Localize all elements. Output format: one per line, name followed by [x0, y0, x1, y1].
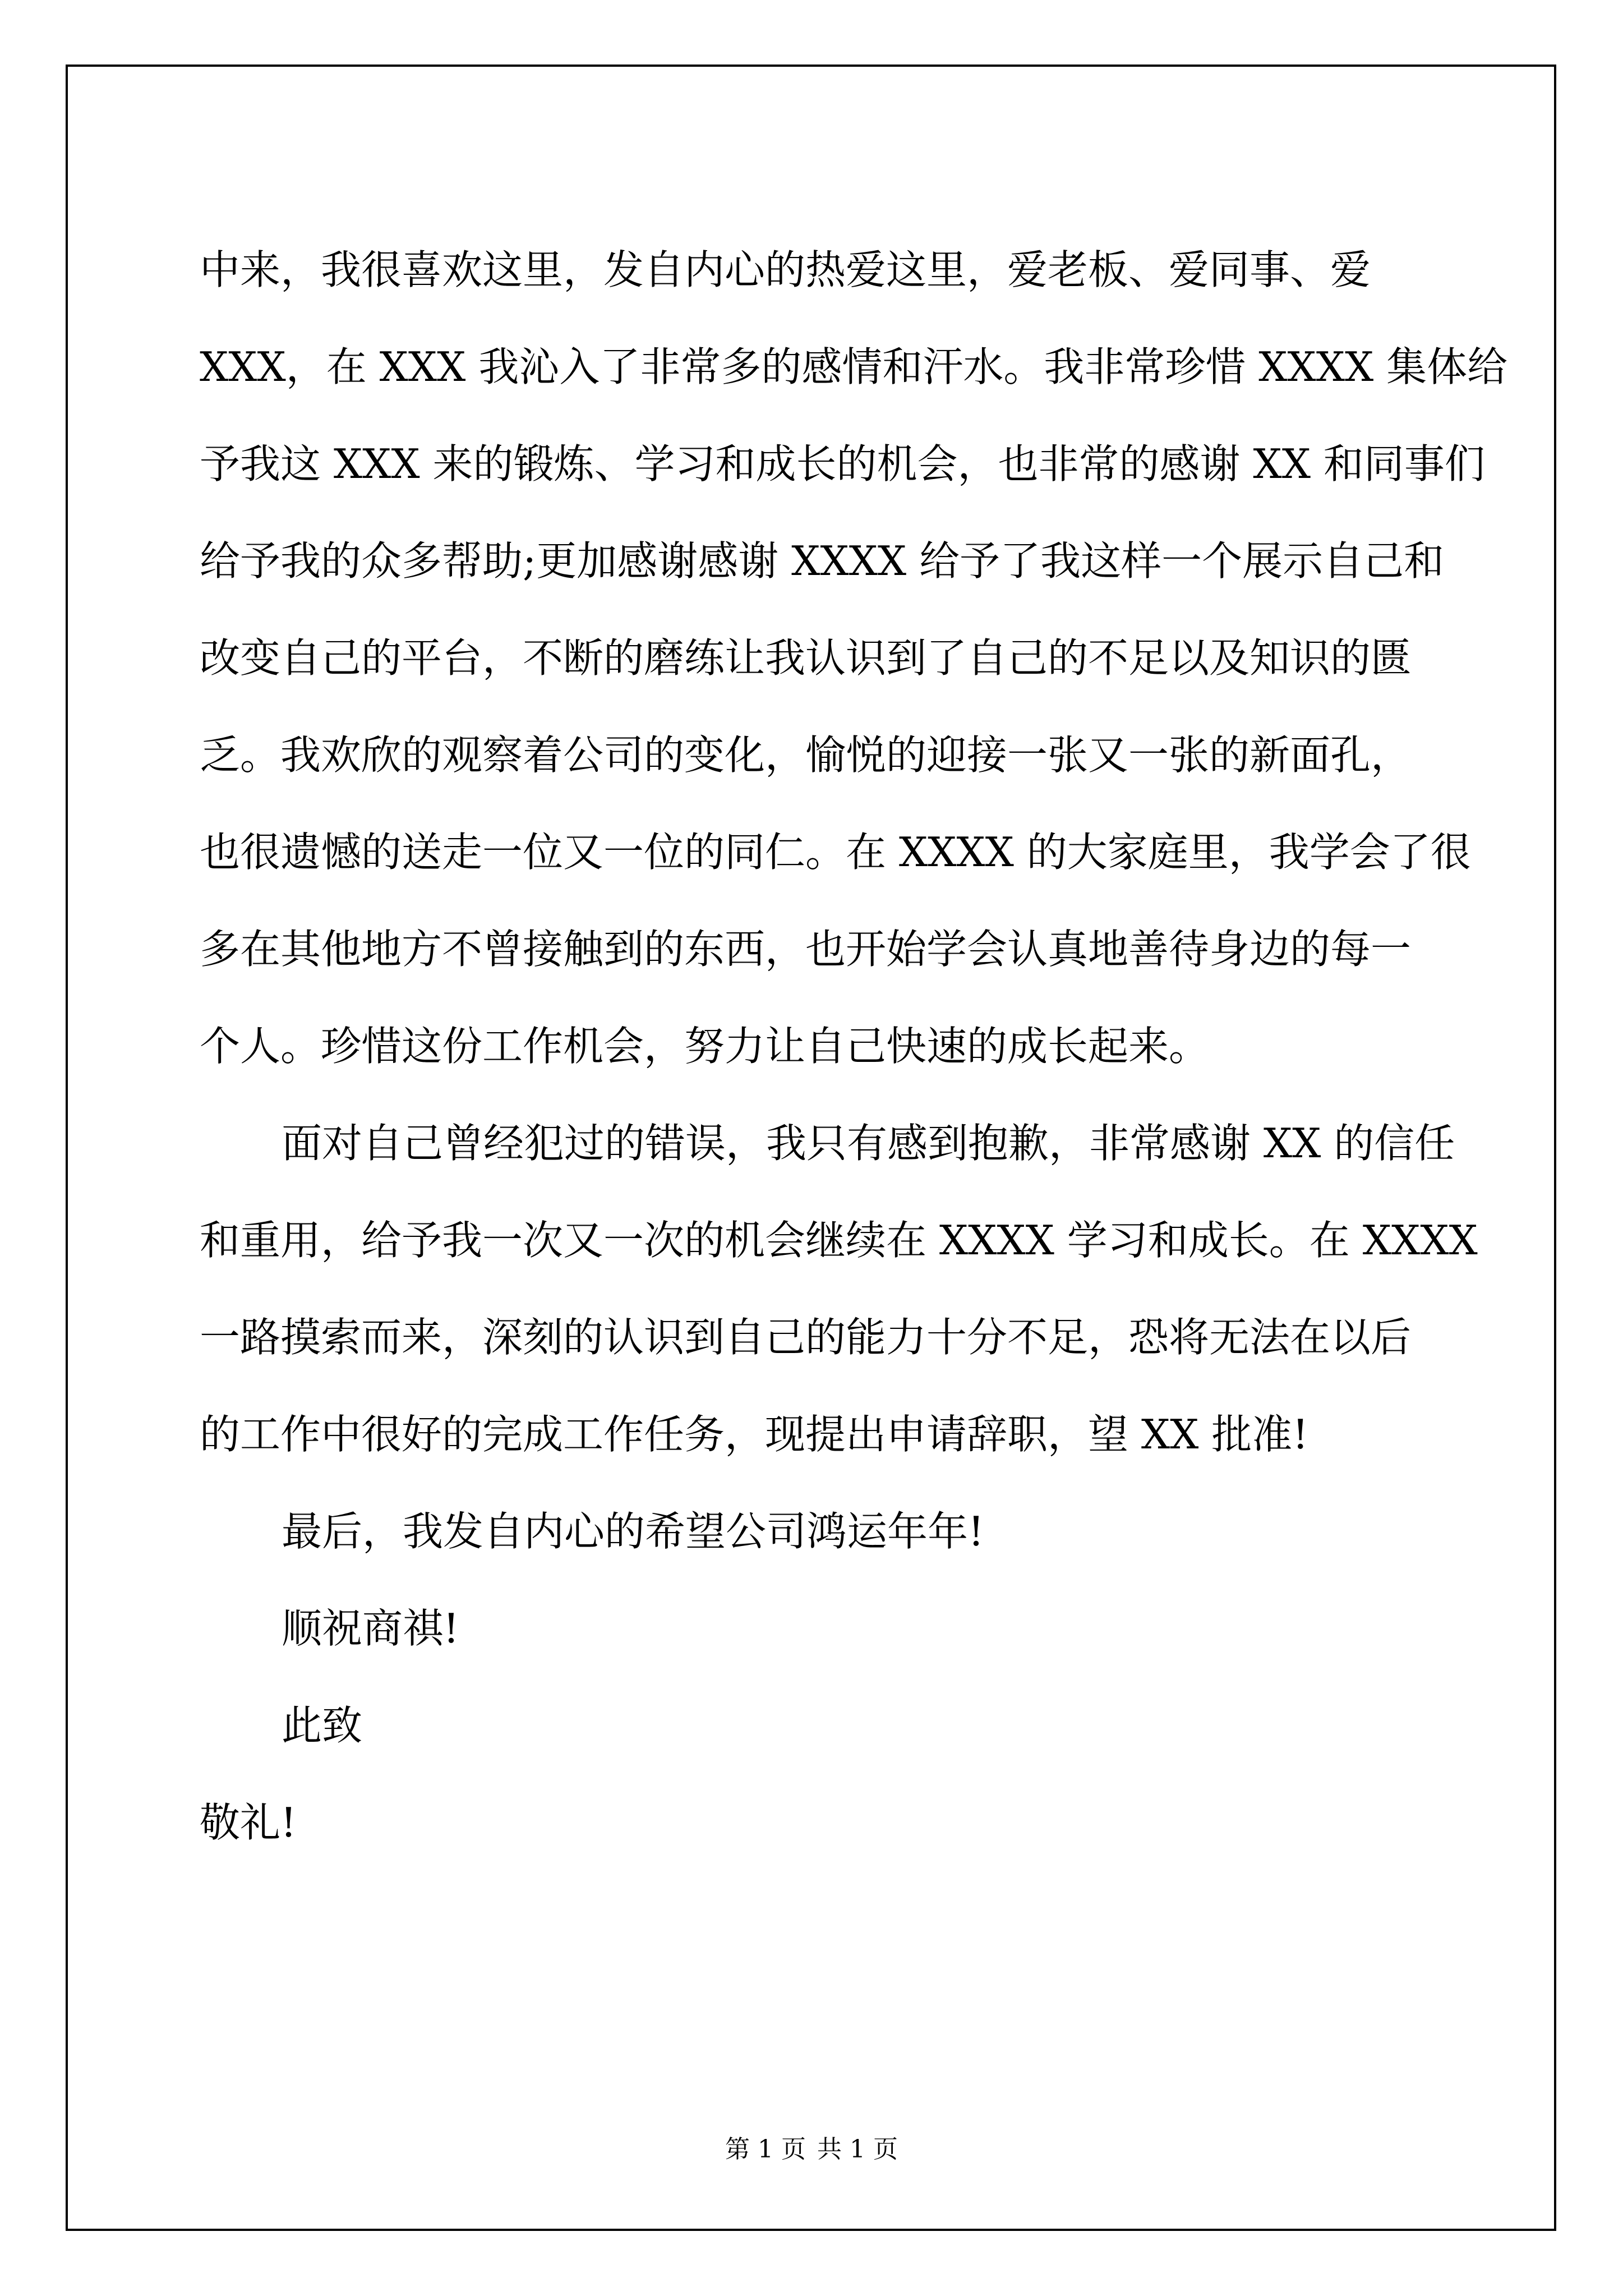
body-line-13: 的工作中很好的完成工作任务，现提出申请辞职，望 XX 批准!	[200, 1411, 1309, 1458]
body-line-3: 予我这 XXX 来的锻炼、学习和成长的机会，也非常的感谢 XX 和同事们	[200, 440, 1485, 487]
closing-cizhi: 此致	[282, 1702, 363, 1749]
body-line-7: 也很遗憾的送走一位又一位的同仁。在 XXXX 的大家庭里，我学会了很	[200, 829, 1471, 876]
body-line-11: 和重用，给予我一次又一次的机会继续在 XXXX 学习和成长。在 XXXX	[200, 1217, 1478, 1264]
closing-greeting: 顺祝商祺!	[282, 1605, 459, 1652]
body-line-4: 给予我的众多帮助;更加感谢感谢 XXXX 给予了我这样一个展示自己和	[200, 537, 1445, 585]
body-line-10: 面对自己曾经犯过的错误，我只有感到抱歉，非常感谢 XX 的信任	[282, 1120, 1455, 1167]
body-line-1: 中来，我很喜欢这里，发自内心的热爱这里，爱老板、爱同事、爱	[200, 246, 1371, 293]
body-line-8: 多在其他地方不曾接触到的东西，也开始学会认真地善待身边的每一	[200, 926, 1412, 973]
body-line-2: XXX，在 XXX 我沁入了非常多的感情和汗水。我非常珍惜 XXXX 集体给	[200, 343, 1508, 390]
closing-salute: 敬礼!	[200, 1799, 297, 1846]
page-footer	[0, 2129, 1623, 2165]
body-line-9: 个人。珍惜这份工作机会，努力让自己快速的成长起来。	[200, 1023, 1210, 1070]
page-number: 第 1 页	[725, 2135, 806, 2164]
body-line-5: 改变自己的平台，不断的磨练让我认识到了自己的不足以及知识的匮	[200, 634, 1412, 682]
letter-body	[200, 222, 1508, 1871]
closing-wish: 最后，我发自内心的希望公司鸿运年年!	[282, 1508, 984, 1555]
body-line-6: 乏。我欢欣的观察着公司的变化，愉悦的迎接一张又一张的新面孔，	[200, 731, 1412, 779]
body-line-12: 一路摸索而来，深刻的认识到自己的能力十分不足，恐将无法在以后	[200, 1314, 1412, 1361]
page-total: 共 1 页	[817, 2135, 898, 2164]
